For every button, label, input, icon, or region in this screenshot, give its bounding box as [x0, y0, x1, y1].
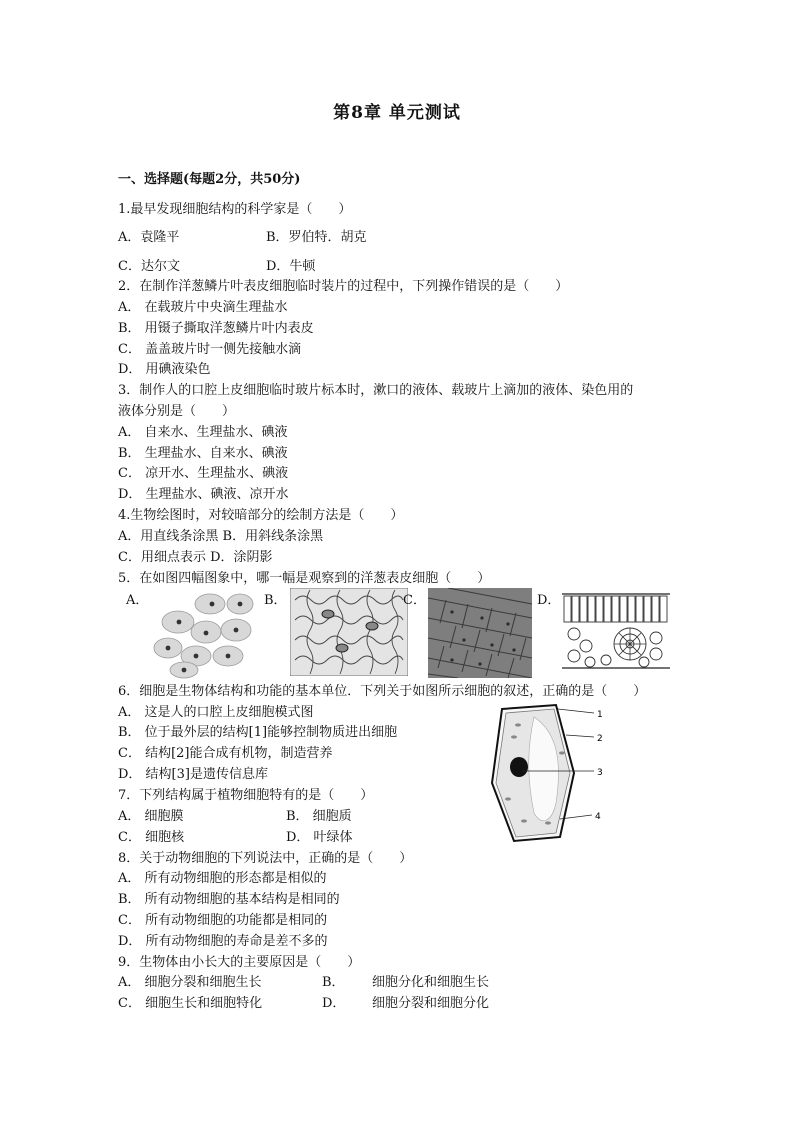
cell-label-3: 3	[597, 768, 603, 778]
question-3-option-d: D． 生理盐水、碘液、凉开水	[118, 487, 289, 502]
question-7-option-c: C． 细胞核	[118, 830, 185, 845]
question-2-option-d: D． 用碘液染色	[118, 362, 211, 377]
plant-cell-diagram	[488, 703, 612, 843]
figure-b-label: B．	[264, 593, 287, 608]
question-3-option-b: B． 生理盐水、自来水、碘液	[118, 446, 288, 461]
question-4-stem: 4.生物绘图时，对较暗部分的绘制方法是（ ）	[118, 508, 404, 523]
question-7-stem: 7．下列结构属于植物细胞特有的是（ ）	[118, 788, 374, 803]
section-heading: 一、选择题(每题2分，共50分)	[118, 172, 301, 187]
question-9-option-b-text: 细胞分化和细胞生长	[372, 975, 490, 990]
question-3-stem-line2: 液体分别是（ ）	[118, 404, 236, 419]
question-2-stem: 2．在制作洋葱鳞片叶表皮细胞临时装片的过程中，下列操作错误的是（ ）	[118, 279, 569, 294]
cell-label-2: 2	[597, 734, 603, 744]
question-1-option-a: A．袁隆平	[118, 230, 180, 245]
question-9-option-d-text: 细胞分裂和细胞分化	[372, 996, 490, 1011]
figure-c-onion-epidermis	[428, 588, 532, 678]
question-7-option-a: A． 细胞膜	[118, 809, 184, 824]
question-5-stem: 5．在如图四幅图象中，哪一幅是观察到的洋葱表皮细胞（ ）	[118, 571, 491, 586]
question-9-option-a: A． 细胞分裂和细胞生长	[118, 975, 262, 990]
cell-label-4: 4	[595, 812, 601, 822]
question-3-stem-line1: 3．制作人的口腔上皮细胞临时玻片标本时，漱口的液体、载玻片上滴加的液体、染色用的	[118, 383, 634, 398]
question-1-option-b: B．罗伯特．胡克	[266, 230, 367, 245]
question-6-option-d: D． 结构[3]是遗传信息库	[118, 767, 268, 782]
question-8-option-b: B． 所有动物细胞的基本结构是相同的	[118, 892, 340, 907]
question-6-stem: 6．细胞是生物体结构和功能的基本单位．下列关于如图所示细胞的叙述，正确的是（ ）	[118, 684, 647, 699]
question-2-option-a: A． 在载玻片中央滴生理盐水	[118, 300, 288, 315]
question-1-stem: 1.最早发现细胞结构的科学家是（ ）	[118, 202, 352, 217]
question-1-option-c: C．达尔文	[118, 259, 180, 274]
question-8-option-a: A． 所有动物细胞的形态都是相似的	[118, 871, 327, 886]
question-1-option-d: D．牛顿	[266, 259, 316, 274]
question-3-option-c: C． 凉开水、生理盐水、碘液	[118, 466, 289, 481]
question-3-option-a: A． 自来水、生理盐水、碘液	[118, 425, 288, 440]
question-4-options-cd: C．用细点表示 D．涂阴影	[118, 550, 273, 565]
question-9-option-b-letter: B．	[322, 975, 345, 990]
question-6-option-c: C． 结构[2]能合成有机物，制造营养	[118, 746, 333, 761]
figure-a-label: A．	[126, 593, 149, 608]
figure-d-leaf-cross-section	[560, 588, 672, 672]
figure-d-label: D．	[537, 593, 561, 608]
question-7-option-d: D． 叶绿体	[286, 830, 353, 845]
cell-label-1: 1	[597, 710, 603, 720]
question-9-option-c: C． 细胞生长和细胞特化	[118, 996, 263, 1011]
question-6-option-a: A． 这是人的口腔上皮细胞模式图	[118, 705, 314, 720]
figure-b-leaf-epidermis	[290, 588, 408, 676]
question-9-stem: 9．生物体由小长大的主要原因是（ ）	[118, 955, 361, 970]
question-7-option-b: B． 细胞质	[286, 809, 352, 824]
question-8-option-c: C． 所有动物细胞的功能都是相同的	[118, 913, 328, 928]
question-9-option-d-letter: D．	[322, 996, 346, 1011]
question-4-options-ab: A．用直线条涂黑 B．用斜线条涂黑	[118, 529, 324, 544]
question-2-option-c: C． 盖盖玻片时一侧先接触水滴	[118, 342, 302, 357]
figure-c-label: C．	[403, 593, 426, 608]
question-2-option-b: B． 用镊子撕取洋葱鳞片叶内表皮	[118, 321, 314, 336]
figure-a-animal-cells	[146, 588, 262, 680]
question-8-option-d: D． 所有动物细胞的寿命是差不多的	[118, 934, 328, 949]
question-8-stem: 8．关于动物细胞的下列说法中，正确的是（ ）	[118, 851, 413, 866]
page-title: 第8章 单元测试	[333, 103, 461, 123]
question-6-option-b: B． 位于最外层的结构[1]能够控制物质进出细胞	[118, 725, 398, 740]
